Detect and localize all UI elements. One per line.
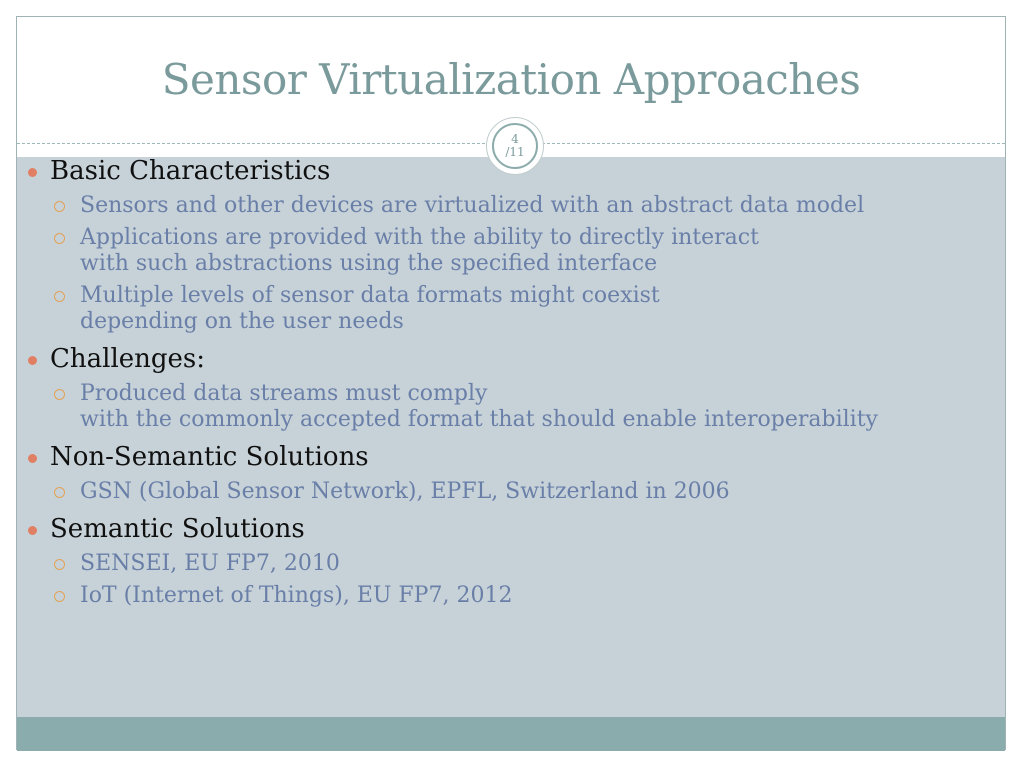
bullet-dot-icon: [28, 168, 37, 177]
list-item: [28, 479, 978, 505]
list-item-text: SENSEI, EU FP7, 2010: [80, 551, 340, 576]
section-heading-text: Challenges:: [50, 344, 206, 374]
list-item: [28, 193, 978, 219]
list-item-text: Produced data streams must comply: [80, 381, 488, 406]
list-item: [28, 283, 978, 335]
bullet-ring-icon: [54, 389, 65, 400]
list-item: [28, 583, 978, 609]
bullet-ring-icon: [54, 201, 65, 212]
footer-band: [17, 717, 1005, 751]
slide-title: Sensor Virtualization Approaches: [161, 55, 861, 104]
section-heading-text: Basic Characteristics: [50, 156, 331, 186]
bullet-dot-icon: [28, 454, 37, 463]
bullet-ring-icon: [54, 591, 65, 602]
section-heading-text: Non-Semantic Solutions: [50, 442, 369, 472]
section-heading: [28, 513, 978, 545]
list-item: [28, 381, 978, 433]
page-total: /11: [505, 145, 525, 159]
bullet-ring-icon: [54, 233, 65, 244]
section-heading-text: Semantic Solutions: [50, 514, 305, 544]
list-item-text: IoT (Internet of Things), EU FP7, 2012: [80, 583, 513, 608]
list-item: [28, 225, 978, 277]
list-item-text: Multiple levels of sensor data formats might coexist: [80, 283, 660, 308]
list-item-text: Applications are provided with the ability to directly interact: [80, 225, 759, 250]
bullet-dot-icon: [28, 526, 37, 535]
list-item-text: depending on the user needs: [80, 309, 404, 334]
list-item-text: Sensors and other devices are virtualized with an abstract data model: [80, 193, 865, 218]
section-heading: [28, 441, 978, 473]
bullet-dot-icon: [28, 356, 37, 365]
list-item-text: GSN (Global Sensor Network), EPFL, Switzerland in 2006: [80, 479, 730, 504]
list-item-text: with such abstractions using the specified interface: [80, 251, 658, 276]
bullet-ring-icon: [54, 559, 65, 570]
page-number: 4: [511, 132, 519, 146]
bullet-ring-icon: [54, 291, 65, 302]
list-item: [28, 551, 978, 577]
section-heading: [28, 155, 978, 187]
list-item-text: with the commonly accepted format that should enable interoperability: [80, 407, 878, 432]
section-heading: [28, 343, 978, 375]
bullet-ring-icon: [54, 487, 65, 498]
bullet-list: [28, 153, 978, 609]
